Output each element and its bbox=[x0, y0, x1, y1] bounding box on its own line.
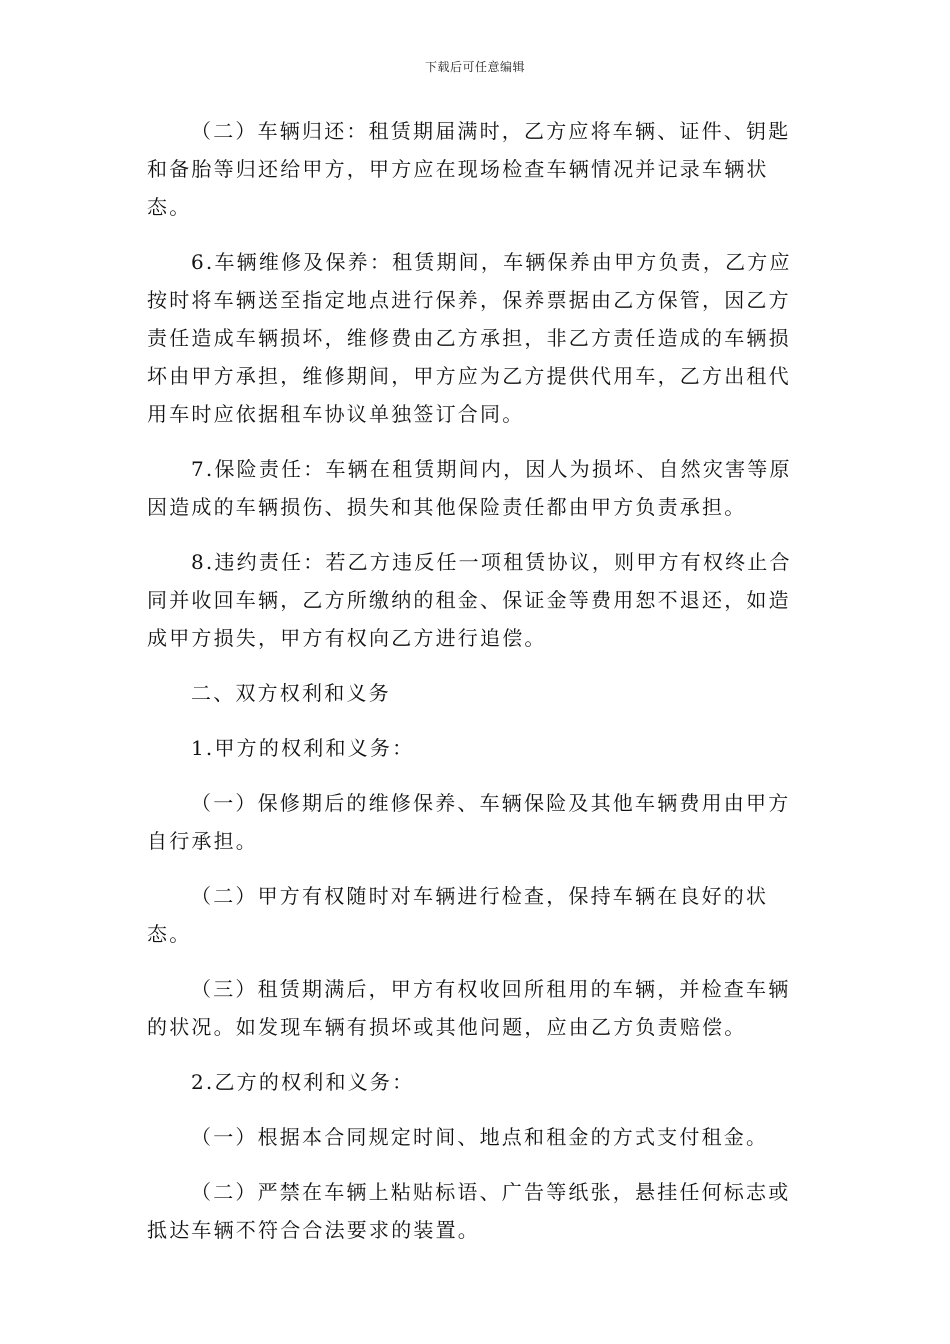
section-heading-rights: 二、双方权利和义务 bbox=[191, 681, 391, 705]
paragraph-party-b-2: （二）严禁在车辆上粘贴标语、广告等纸张，悬挂任何标志或抵达车辆不符合合法要求的装置。 bbox=[147, 1180, 791, 1242]
paragraph-party-b-1: （一）根据本合同规定时间、地点和租金的方式支付租金。 bbox=[191, 1125, 769, 1149]
subheading-party-a: 1.甲方的权利和义务： bbox=[191, 736, 415, 760]
paragraph-insurance: 7.保险责任：车辆在租赁期间内，因人为损坏、自然灾害等原因造成的车辆损伤、损失和其他保险责任都由甲方负责承担。 bbox=[147, 457, 792, 519]
paragraph-maintenance: 6.车辆维修及保养：租赁期间，车辆保养由甲方负责，乙方应按时将车辆送至指定地点进行保养，保养票据由乙方保管，因乙方责任造成车辆损坏，维修费由乙方承担，非乙方责任造成的车辆损坏由甲方承担，维修期间，甲方应为乙方提供代用车，乙方出租代用车时应依据租车协议单独签订合同。 bbox=[147, 250, 792, 426]
subheading-party-b: 2.乙方的权利和义务： bbox=[191, 1070, 415, 1094]
document-body bbox=[147, 112, 803, 1266]
paragraph-breach: 8.违约责任：若乙方违反任一项租赁协议，则甲方有权终止合同并收回车辆，乙方所缴纳的租金、保证金等费用恕不退还，如造成甲方损失，甲方有权向乙方进行追偿。 bbox=[147, 550, 792, 650]
paragraph-party-a-3: （三）租赁期满后，甲方有权收回所租用的车辆，并检查车辆的状况。如发现车辆有损坏或其他问题，应由乙方负责赔偿。 bbox=[147, 977, 791, 1039]
paragraph-party-a-2: （二）甲方有权随时对车辆进行检查，保持车辆在良好的状态。 bbox=[147, 884, 769, 946]
paragraph-party-a-1: （一）保修期后的维修保养、车辆保险及其他车辆费用由甲方自行承担。 bbox=[147, 791, 791, 853]
page-header: 下载后可任意编辑 bbox=[424, 60, 525, 74]
paragraph-vehicle-return: （二）车辆归还：租赁期届满时，乙方应将车辆、证件、钥匙和备胎等归还给甲方，甲方应在现场检查车辆情况并记录车辆状态。 bbox=[147, 119, 791, 219]
